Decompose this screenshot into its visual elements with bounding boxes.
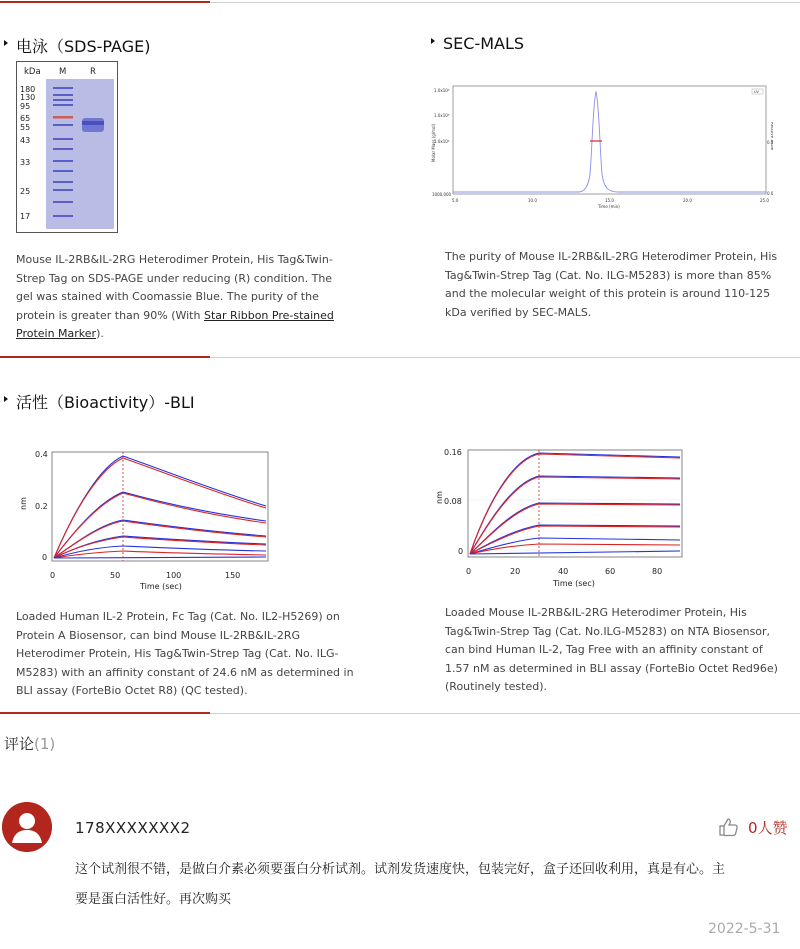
gel-marker-label: 65 xyxy=(20,114,31,123)
sec-y-tick: 1000.000 xyxy=(432,192,452,197)
bli-right-y-label: nm xyxy=(435,491,444,504)
bli-left-x-tick: 150 xyxy=(225,571,241,580)
sec-y2-tick: 0.0 xyxy=(767,191,773,196)
bli-chart-right xyxy=(432,444,690,592)
gel-marker-label: 95 xyxy=(20,102,31,111)
sec-y-tick: 1.0x10⁵ xyxy=(434,113,450,118)
comment-body: 这个试剂很不错，是做白介素必须要蛋白分析试剂。试剂发货速度快，包装完好，盒子还回收利用，真是有心。主 要是蛋白活性好。再次购买 xyxy=(75,862,726,907)
bli-left-caption: Loaded Human IL-2 Protein, Fc Tag (Cat. No. IL2-H5269) on Protein A Biosensor, can bind Mouse IL-2RB&IL-2RG Heterodimer Protein, His Tag&Twin-Strep Tag (Cat. No. ILG- M5283) with an affinity constant of 24.6 nM as determined in BLI assay (ForteBio Octet R8) (QC tested). xyxy=(16,610,354,697)
sec-x-tick: 5.0 xyxy=(452,198,459,203)
section-divider xyxy=(0,357,800,358)
bli-right-caption: Loaded Mouse IL-2RB&IL-2RG Heterodimer Protein, His Tag&Twin-Strep Tag (Cat. No.ILG-M5283) on NTA Biosensor, can bind Human IL-2, Tag Free with an affinity constant of 1.57 nM as determined in BLI assay (ForteBio Octet Red96e) (Routinely tested). xyxy=(445,606,778,693)
bli-chart-left xyxy=(16,446,274,594)
sec-mals-caption: The purity of Mouse IL-2RB&IL-2RG Heterodimer Protein, His Tag&Twin-Strep Tag (Cat. No. ILG-M5283) is more than 85% and the molecular weight of this protein is around 110-125 kDa verified by SEC-MALS. xyxy=(445,250,778,319)
thumbs-up-icon xyxy=(718,816,740,838)
bli-left-y-tick: 0.4 xyxy=(35,450,48,459)
bullet-triangle-icon xyxy=(431,38,435,44)
bli-left-x-tick: 50 xyxy=(110,571,121,580)
sec-legend: UV xyxy=(754,90,759,94)
comments-count: (1) xyxy=(34,735,56,753)
gel-marker-label: 180 xyxy=(20,85,36,94)
star-ribbon-marker-link[interactable]: Star Ribbon Pre-stained xyxy=(203,308,334,322)
bli-left-y-tick: 0 xyxy=(42,553,48,562)
sds-page-title: 电泳（SDS-PAGE) xyxy=(4,34,150,57)
bullet-triangle-icon xyxy=(4,396,8,402)
bli-title: 活性（Bioactivity）-BLI xyxy=(4,390,195,413)
sec-mals-title: SEC-MALS xyxy=(431,34,524,53)
gel-marker-label: 43 xyxy=(20,136,31,145)
sec-x-tick: 10.0 xyxy=(528,198,537,203)
top-divider xyxy=(0,0,800,4)
bli-right-x-tick: 0 xyxy=(466,567,472,576)
bli-left-y-tick: 0.2 xyxy=(35,502,48,511)
bli-left-y-label: nm xyxy=(19,497,28,510)
user-avatar-icon xyxy=(2,802,52,852)
comments-divider xyxy=(0,713,800,714)
avatar xyxy=(2,802,52,852)
bli-right-y-tick: 0 xyxy=(458,547,464,556)
sec-x-tick: 15.0 xyxy=(605,198,614,203)
like-count: 0人赞 xyxy=(748,818,788,837)
gel-marker-label: 55 xyxy=(20,123,31,132)
protein-marker-link[interactable]: Protein Marker xyxy=(16,327,97,340)
bullet-triangle-icon xyxy=(4,40,8,46)
bli-right-x-tick: 60 xyxy=(605,567,616,576)
sec-y-tick: 1.0x10⁶ xyxy=(434,88,450,93)
gel-marker-label: 17 xyxy=(20,212,31,221)
bli-right-x-tick: 20 xyxy=(510,567,521,576)
sec-x-tick: 25.0 xyxy=(760,198,769,203)
sec-mals-chart xyxy=(428,82,773,214)
bli-right-y-tick: 0.08 xyxy=(444,497,462,506)
comments-title: 评论(1) xyxy=(4,735,56,753)
gel-marker-label: 33 xyxy=(20,158,31,167)
sec-x-tick: 20.0 xyxy=(683,198,692,203)
bli-right-x-tick: 80 xyxy=(652,567,663,576)
gel-marker-label: 25 xyxy=(20,187,31,196)
sds-page-caption: Mouse IL-2RB&IL-2RG Heterodimer Protein, His Tag&Twin- Strep Tag on SDS-PAGE under reducing (R) condition. The gel was stained with Coomassie Blue. The purity of the protein is greater than 90% (With Star Ribbon Pre-stained Protein Marker). xyxy=(16,253,334,340)
gel-lane-m-label: M xyxy=(59,67,67,77)
sds-gel-image xyxy=(16,61,118,233)
gel-kda-label: kDa xyxy=(24,67,41,77)
bli-right-y-tick: 0.16 xyxy=(444,448,462,457)
gel-lane-r-label: R xyxy=(90,67,96,77)
bli-left-x-tick: 0 xyxy=(50,571,56,580)
sec-y2-tick: 0.5 xyxy=(767,140,773,145)
bli-left-x-tick: 100 xyxy=(166,571,182,580)
bli-right-x-label: Time (sec) xyxy=(553,579,595,588)
gel-marker-label: 130 xyxy=(20,93,36,102)
comment-date: 2022-5-31 xyxy=(708,921,781,937)
like-button[interactable] xyxy=(718,816,788,838)
sec-x-label: Time (min) xyxy=(598,204,620,209)
sec-y2-label: Relative Scale xyxy=(770,122,773,151)
comment-username: 178XXXXXXX2 xyxy=(75,819,191,837)
sec-y-tick: 1.0x10⁴ xyxy=(434,139,450,144)
sec-y-label: Molar Mass (g/mol) xyxy=(431,123,436,162)
bli-left-x-label: Time (sec) xyxy=(140,582,182,591)
bli-right-x-tick: 40 xyxy=(558,567,569,576)
